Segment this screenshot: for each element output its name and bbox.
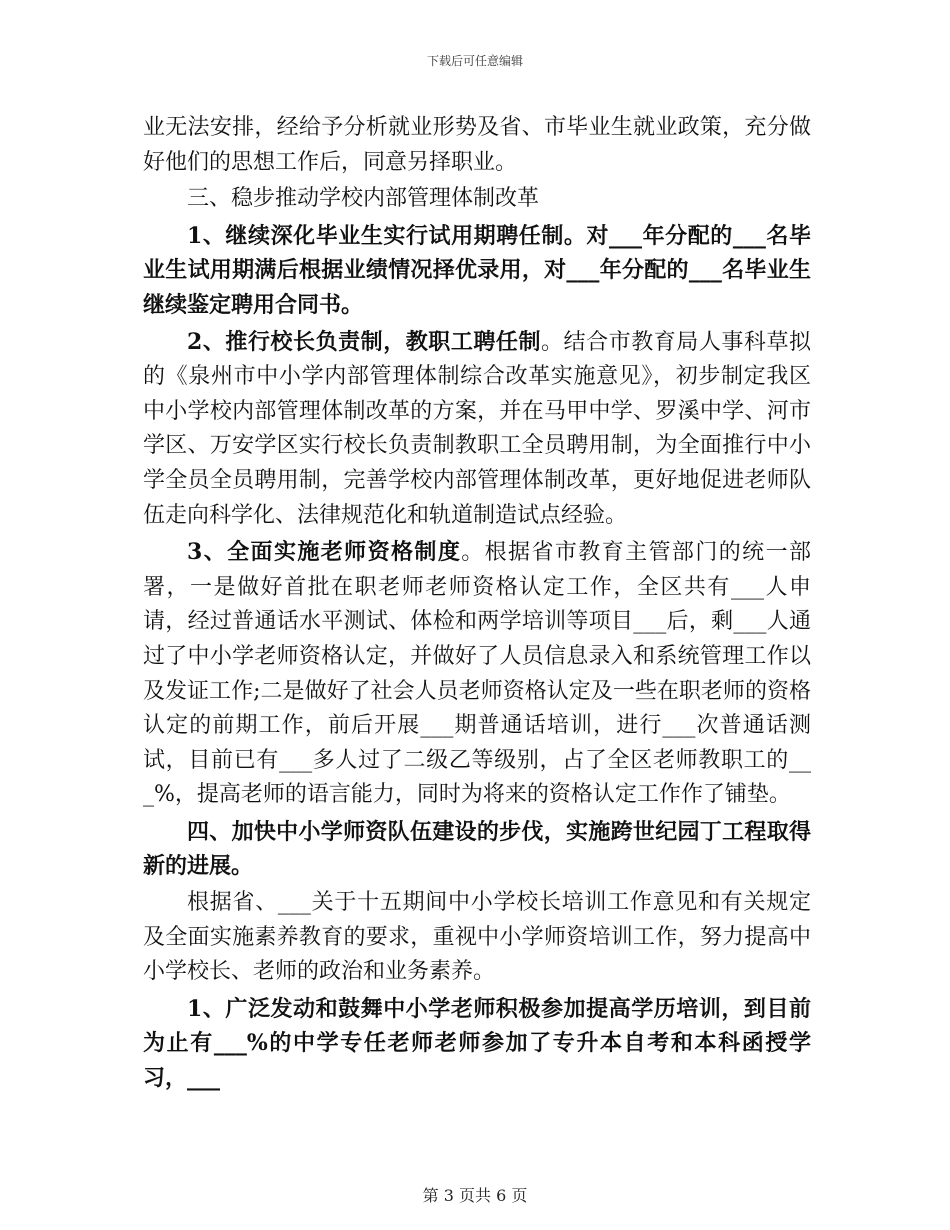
item-3-3-body: 。根据省市教育主管部门的统一部署，一是做好首批在职老师老师资格认定工作，全区共有___人申请，经过普通话水平测试、体检和两学培训等项目___后，剩___人通过了中小学老师资格认定，并做好了人员信息录入和系统管理工作以及发证工作;二是做好了社会人员老师资格认定及一些在职老师的资格认定的前期工作，前后开展___期普通话培训，进行___次普通话测试，目前已有___多人过了二级乙等级别，占了全区老师教职工的___%，提高老师的语言能力，同时为将来的资格认定工作作了铺垫。 — [143, 540, 811, 808]
item-3-2-body: 。结合市教育局人事科草拟的《泉州市中小学内部管理体制综合改革实施意见》，初步制定我区中小学校内部管理体制改革的方案，并在马甲中学、罗溪中学、河市学区、万安学区实行校长负责制教职工全员聘用制，为全面推行中小学全员全员聘用制，完善学校内部管理体制改革，更好地促进老师队伍走向科学化、法律规范化和轨道制造试点经验。 — [143, 329, 811, 528]
item-3-1: 1、继续深化毕业生实行试用期聘任制。对___年分配的___名毕业生试用期满后根据业绩情况择优录用，对___年分配的___名毕业生继续鉴定聘用合同书。 — [143, 222, 811, 318]
item-3-2 — [143, 325, 811, 534]
section-4-intro: 根据省、___关于十五期间中小学校长培训工作意见和有关规定及全面实施素养教育的要求，重视中小学师资培训工作，努力提高中小学校长、老师的政治和业务素养。 — [143, 890, 811, 985]
item-3-3 — [143, 535, 811, 813]
item-3-3-lead: 3、全面实施老师资格制度 — [187, 539, 462, 566]
section-heading-3: 三、稳步推动学校内部管理体制改革 — [187, 186, 540, 212]
page-header: 下载后可任意编辑 — [426, 54, 523, 68]
item-4-1: 1、广泛发动和鼓舞中小学老师积极参加提高学历培训，到目前为止有___%的中学专任老师老师参加了专升本自考和本科函授学习，___ — [143, 995, 811, 1092]
page-footer: 第 3 页共 6 页 — [422, 1186, 528, 1205]
document-body — [143, 111, 811, 1096]
section-heading-4: 四、加快中小学师资队伍建设的步伐，实施跨世纪园丁工程取得新的进展。 — [143, 818, 811, 880]
paragraph-continuation: 业无法安排，经给予分析就业形势及省、市毕业生就业政策，充分做好他们的思想工作后，同意另择职业。 — [143, 115, 811, 175]
item-3-2-lead: 2、推行校长负责制，教职工聘任制 — [187, 328, 542, 355]
